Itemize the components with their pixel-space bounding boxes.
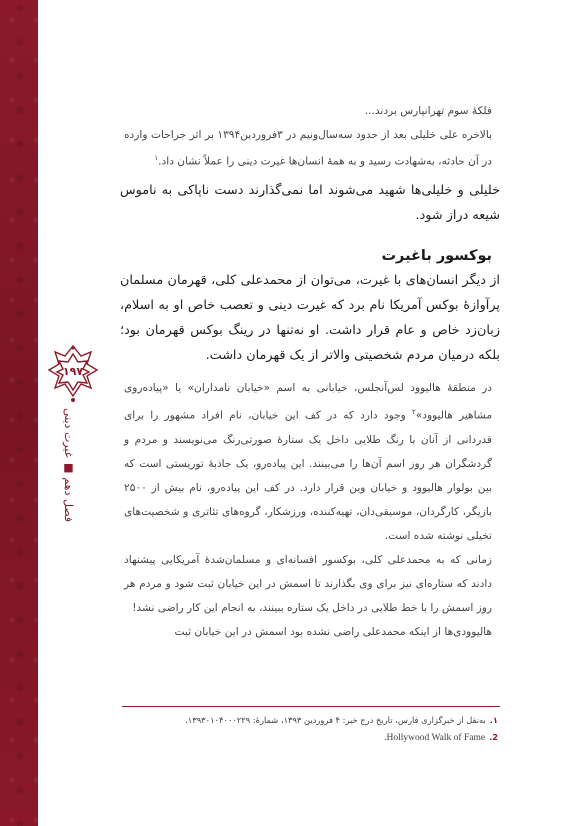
page-number: ۱۹۷	[62, 365, 84, 378]
notes-paragraph: زمانی که به محمدعلی کلی، بوکسور افسانه‌ای و مسلمان‌شدهٔ آمریکایی پیشنهاد دادند که ستاره‌ای نیز برای وی بگذارند تا اسمش در این خیابان ثبت شود و مردم هر روز اسمش را با خط طلایی در داخل یک ستاره ببینند، به انجام این کار راضی نشد!	[124, 553, 492, 614]
notes-text: وجود دارد که در کف این خیابان، نام افراد مشهور را برای قدردانی از آنان با رنگ طلایی داخل یک ستارهٔ صورتی‌رنگ می‌نویسند و مردم و گردشگران هر روز اسم آن‌ها را می‌بینند. این پیاده‌رو، یک جاذبهٔ توریستی است که بین بولوار هالیوود و خیابان وین قرار دارد. در کف این پیاده‌رو، نام بیش از ۲۵۰۰ بازیگر، کارگردان، موسیقی‌دان، تهیه‌کننده، ورزشکار، گروه‌های تئاتری و شخصیت‌های تخیلی نوشته شده است.	[124, 409, 492, 542]
footnote-item	[120, 712, 498, 729]
quote-block	[120, 100, 500, 174]
footnote-ref-1: ۱	[154, 154, 159, 162]
quote-paragraph	[124, 124, 492, 175]
footnotes	[120, 712, 498, 747]
body-paragraph: خلیلی و خلیلی‌ها شهید می‌شوند اما نمی‌گذارند دست ناپاکی به ناموس شیعه دراز شود.	[120, 183, 500, 224]
main-content	[120, 100, 500, 644]
decorative-side-band	[0, 0, 38, 826]
section-heading: بوکسور باغیرت	[381, 248, 492, 265]
footnote-number: 2.	[489, 732, 498, 742]
footnote-text: Hollywood Walk of Fame.	[384, 733, 486, 743]
notes-block	[120, 376, 500, 644]
notes-paragraph: هالیوودی‌ها از اینکه محمدعلی راضی نشده بود اسمش در این خیابان ثبت	[174, 625, 492, 638]
notes-paragraph	[124, 376, 492, 548]
footnote-text: به‌نقل از خبرگزاری فارس، تاریخ درج خبر: ۴ فروردین ۱۳۹۳، شمارهٔ: ۱۳۹۳۰۱۰۴۰۰۰۲۲۹.	[185, 715, 486, 725]
quote-paragraph-text: بالاخره علی خلیلی بعد از حدود سه‌سال‌ونیم در ۳فروردین۱۳۹۴ بر اثر جراحات وارده در آن حادثه، به‌شهادت رسید و به همهٔ انسان‌ها غیرت دینی را عملاً نشان داد.	[124, 128, 492, 168]
footnote-item	[120, 729, 498, 747]
footnote-ref-2: ۲	[411, 408, 416, 417]
running-head: فصل دهم ■ غیرت دینی	[62, 408, 75, 523]
quote-line: فلکهٔ سوم تهرانپارس بردند...	[364, 105, 492, 117]
notes-text: در منطقهٔ هالیوود لس‌آنجلس، خیابانی به اسم «خیابان نامداران» یا «پیاده‌روی مشاهیر هالیوود»	[124, 382, 492, 422]
footnote-divider	[122, 706, 500, 707]
footnote-number: ۱.	[489, 715, 498, 725]
body-paragraph: از دیگر انسان‌های با غیرت، می‌توان از محمدعلی کلی، قهرمان مسلمان پرآوازهٔ بوکس آمریکا نام برد که غیرت دینی و تعصب خاص او به اسلام، زبان‌زد خاص و عام قرار داشت. او نه‌تنها در رینگ بوکس قهرمان بود؛ بلکه درمیان مردم شخصیتی والاتر از یک قهرمان داشت.	[120, 273, 500, 364]
